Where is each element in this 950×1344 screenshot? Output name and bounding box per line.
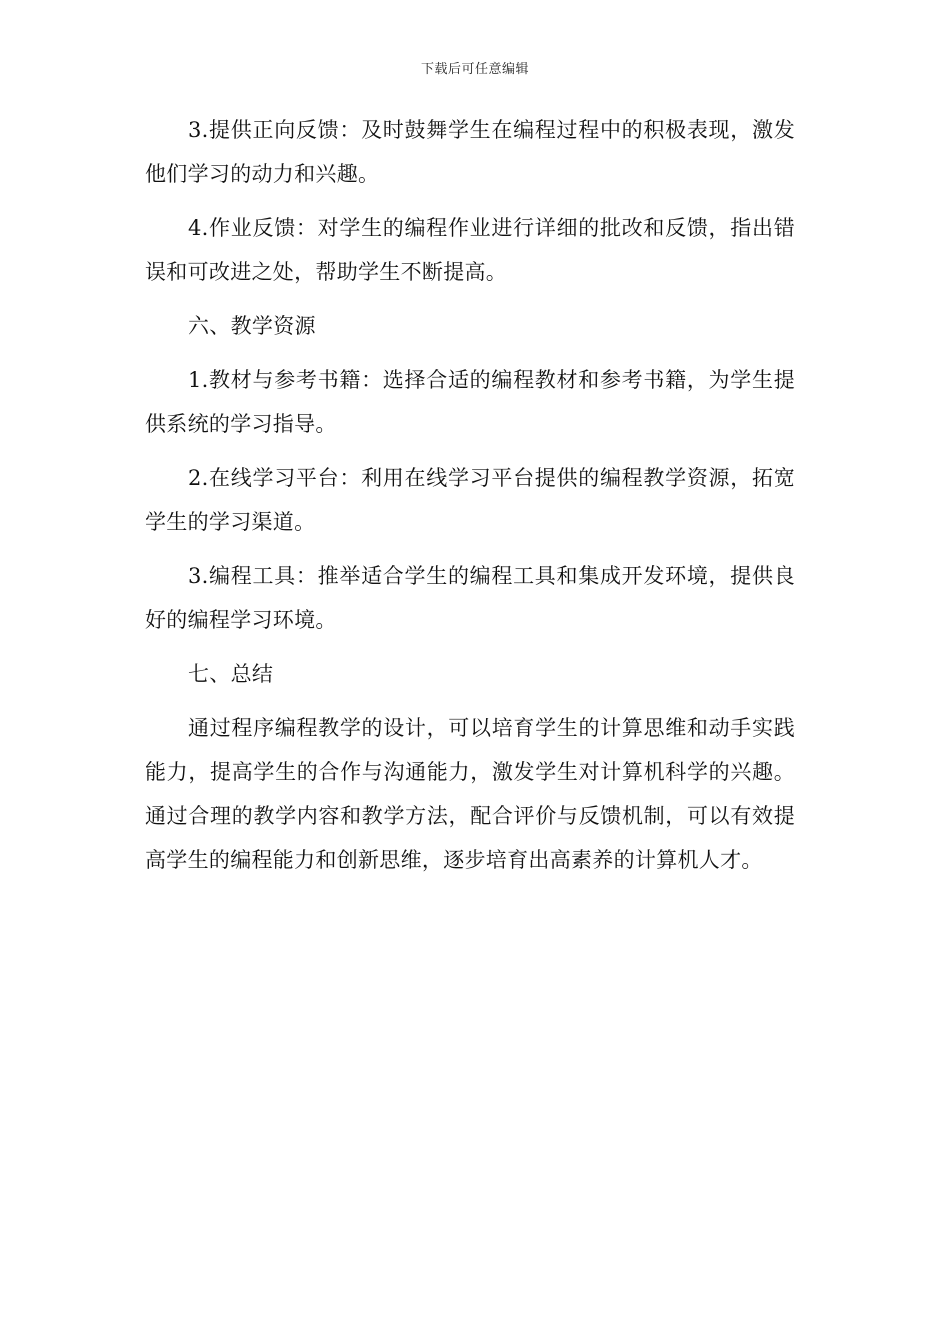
paragraph-programming-tools: 3.编程工具：推举适合学生的编程工具和集成开发环境，提供良好的编程学习环境。 (145, 564, 795, 632)
header-note: 下载后可任意编辑 (420, 62, 529, 77)
section-heading-summary: 七、总结 (188, 662, 274, 686)
paragraph-homework-feedback: 4.作业反馈：对学生的编程作业进行详细的批改和反馈，指出错误和可改进之处，帮助学生不断提高。 (145, 216, 795, 284)
paragraph-textbooks: 1.教材与参考书籍：选择合适的编程教材和参考书籍，为学生提供系统的学习指导。 (145, 368, 795, 436)
document-body (145, 108, 795, 892)
paragraph-online-platform: 2.在线学习平台：利用在线学习平台提供的编程教学资源，拓宽学生的学习渠道。 (145, 466, 795, 534)
paragraph-positive-feedback: 3.提供正向反馈：及时鼓舞学生在编程过程中的积极表现，激发他们学习的动力和兴趣。 (145, 118, 795, 186)
section-heading-teaching-resources: 六、教学资源 (188, 314, 316, 338)
paragraph-summary: 通过程序编程教学的设计，可以培育学生的计算思维和动手实践能力，提高学生的合作与沟通能力，激发学生对计算机科学的兴趣。通过合理的教学内容和教学方法，配合评价与反馈机制，可以有效提高学生的编程能力和创新思维，逐步培育出高素养的计算机人才。 (145, 716, 795, 872)
